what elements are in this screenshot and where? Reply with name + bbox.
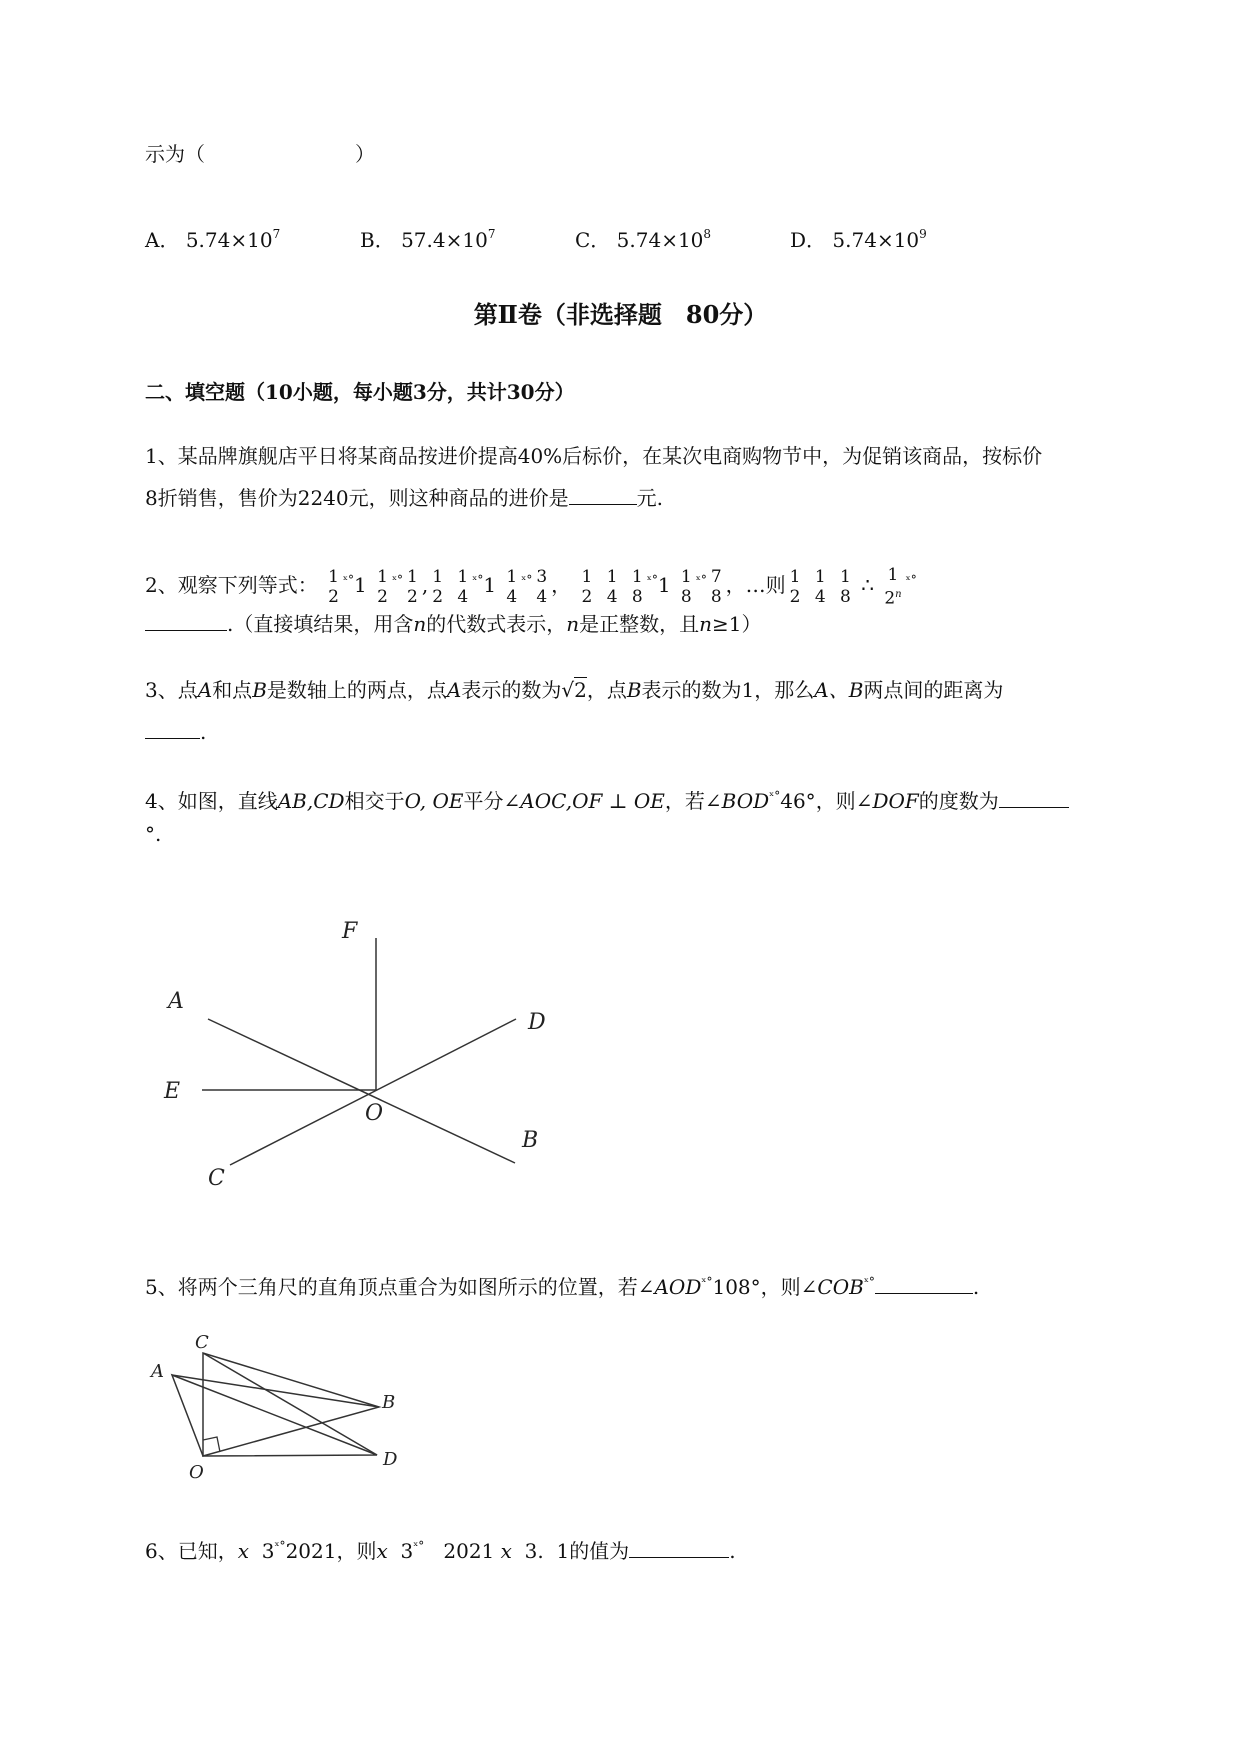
q1-line2: 8折销售，售价为2240元，则这种商品的进价是 元. <box>145 486 663 510</box>
q1-answer-blank[interactable] <box>569 484 637 505</box>
q3-line1: 3、点A和点B是数轴上的两点，点A表示的数为√2，点B表示的数为1，那么A、B两点间的距离为 <box>145 678 1004 702</box>
fraction: 1 2$^n$ <box>884 564 902 609</box>
fraction: 3 4 <box>536 566 548 607</box>
fraction: 1 2 <box>377 566 388 607</box>
fraction: 1 4 <box>606 566 618 607</box>
right-angle-mark <box>203 1437 220 1452</box>
option-c: C． $5.74\times 10^8$ <box>575 227 712 252</box>
fraction: 1 8 <box>680 566 692 607</box>
section-title: 第Ⅱ卷（非选择题 80分） <box>473 300 768 329</box>
fraction: 1 2 <box>581 566 593 607</box>
fraction: 1 2 <box>789 566 801 607</box>
q4-line1: 4、如图，直线AB,CD相交于O, OE平分∠AOC,OF ⊥ OE，若$\angle BOD^{ˣ^\circ}46^\circ$，则∠DOF的度数为 <box>145 782 1161 815</box>
q3-answer-blank[interactable] <box>145 718 200 739</box>
option-d: D． $5.74\times 10^9$ <box>790 227 927 252</box>
label-f: F <box>342 919 358 944</box>
label-b: B <box>382 1392 396 1413</box>
line-ab <box>208 1019 515 1163</box>
label-a: A <box>168 989 184 1014</box>
label-d: D <box>383 1449 398 1470</box>
q3-line2: . <box>145 718 1161 746</box>
figure-intersecting-lines <box>150 905 570 1215</box>
option-a: A． $5.74\times 10^7$ <box>145 227 281 252</box>
q5-answer-blank[interactable] <box>875 1273 973 1294</box>
fraction: 1 4 <box>814 566 826 607</box>
q2-answer-blank[interactable] <box>145 610 227 631</box>
label-c: C <box>195 1332 209 1353</box>
option-b: B． $57.4\times 10^7$ <box>360 227 496 252</box>
fraction: 1 8 <box>840 566 851 607</box>
label-c: C <box>208 1166 225 1191</box>
label-e: E <box>164 1079 181 1104</box>
q4-line2: °. <box>145 822 162 846</box>
q1-line1: 1、某品牌旗舰店平日将某商品按进价提高40%后标价，在某次电商购物节中，为促销该商品，按标价 <box>145 444 1043 468</box>
q4-answer-blank[interactable] <box>999 787 1069 808</box>
fraction: 1 2 <box>328 566 339 607</box>
sqrt-symbol: √2 <box>561 678 587 702</box>
fraction: 1 4 <box>457 566 469 607</box>
fraction: 1 2 <box>432 566 444 607</box>
label-d: D <box>528 1010 546 1035</box>
prev-question-tail: 示为（ ） <box>145 142 375 166</box>
fraction: 1 8 <box>631 566 643 607</box>
q5-line1: 5、将两个三角尺的直角顶点重合为如图所示的位置，若$\angle AOD^{ˣ^\circ}108^\circ$，则$\angle COB^{ˣ^\circ}$ . <box>145 1275 980 1299</box>
segment-cd <box>203 1353 377 1455</box>
q6-answer-blank[interactable] <box>629 1537 729 1558</box>
label-a: A <box>151 1361 164 1382</box>
label-o: O <box>365 1101 384 1126</box>
section-heading: 二、填空题（10小题，每小题3分，共计30分） <box>145 380 575 404</box>
fraction: 1 2 <box>407 566 418 607</box>
label-b: B <box>522 1128 539 1153</box>
q6-line1: 6、已知，x $3^{ˣ^\circ}2021$，则x $3^{ˣ^\circ}$ 2021 x 3. 1的值为 . <box>145 1539 736 1563</box>
q2-line1: 2、观察下列等式： 1 2 $^{ˣ^\circ}$1 1 2 $^{ˣ^\circ}$ 1 2 , 1 2 1 4 $^{ˣ^\circ}$1 1 4 $^{ˣ^\circ}$ 3 4 ， 1 2 1 4 1 8 $^{ˣ^\circ}$1 1 8 $^{ˣ^\circ}$ 7 8 ，…则 1 2 1 4 1 8 ∴ 1 2$^n$ $^{ˣ^\circ}$ <box>145 564 917 609</box>
figure-triangle-rulers <box>145 1330 435 1500</box>
q2-line2: .（直接填结果，用含n的代数式表示，n是正整数，且n≥1） <box>145 610 1161 638</box>
label-o: O <box>189 1462 204 1483</box>
fraction: 1 4 <box>506 566 518 607</box>
fraction: 7 8 <box>710 566 722 607</box>
